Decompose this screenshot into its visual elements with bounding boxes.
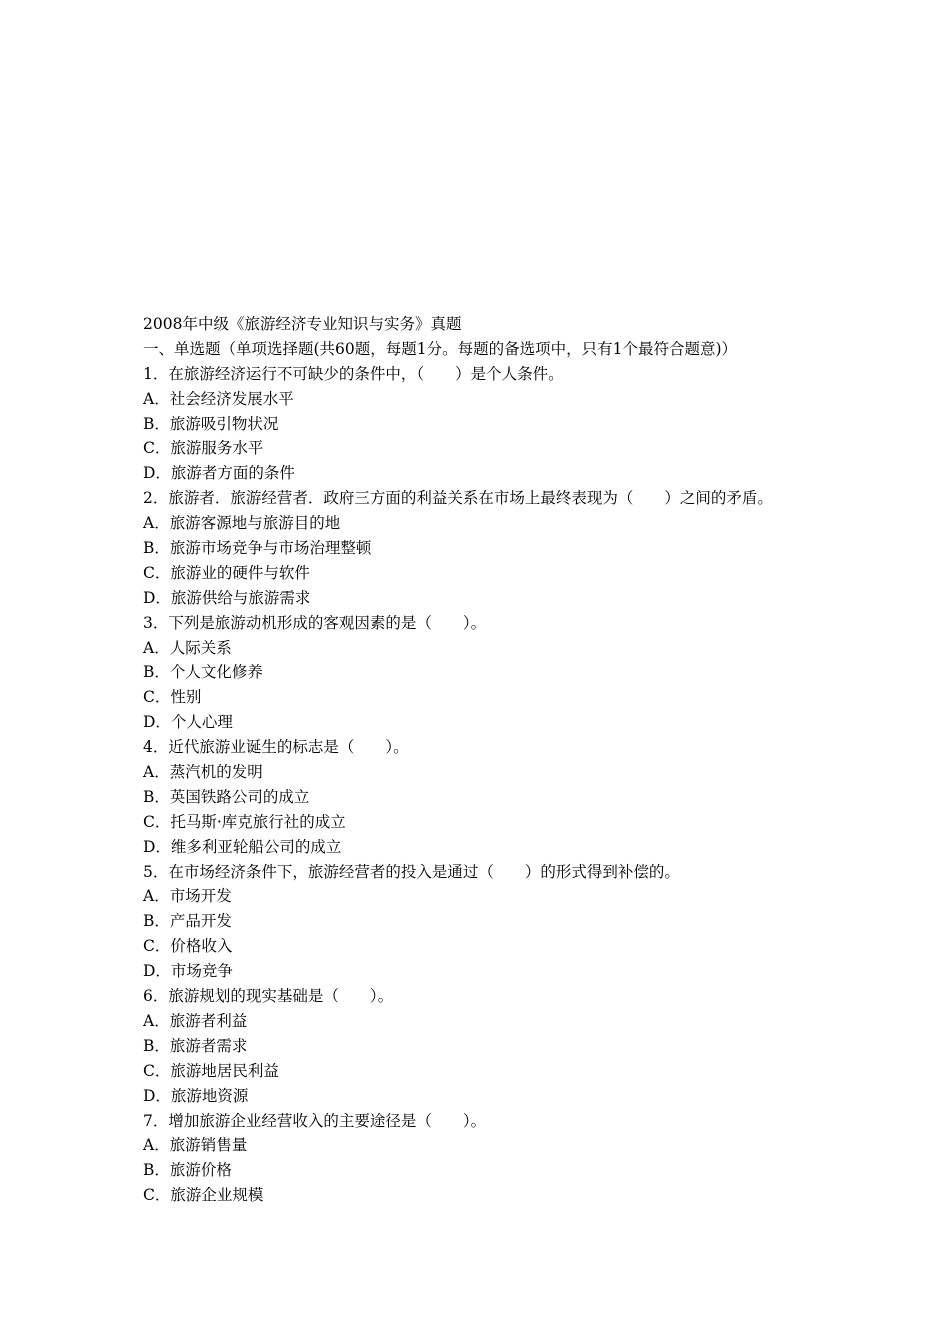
option-a: A．旅游销售量 [143, 1136, 248, 1155]
question-stem: 2．旅游者．旅游经营者．政府三方面的利益关系在市场上最终表现为（ ）之间的矛盾。 [143, 489, 773, 508]
option-d: D．旅游供给与旅游需求 [143, 588, 311, 607]
option-a: A．蒸汽机的发明 [143, 763, 263, 782]
option-b: B．旅游市场竞争与市场治理整顿 [143, 539, 372, 558]
question-stem: 7．增加旅游企业经营收入的主要途径是（ ）。 [143, 1111, 487, 1130]
option-c: C．旅游地居民利益 [143, 1061, 279, 1080]
question-5 [143, 860, 923, 984]
option-a: A．市场开发 [143, 887, 232, 906]
question-2 [143, 486, 923, 610]
option-c: C．托马斯·库克旅行社的成立 [143, 812, 346, 831]
question-stem: 4．近代旅游业诞生的标志是（ ）。 [143, 738, 409, 757]
option-b: B．旅游者需求 [143, 1036, 248, 1055]
question-7 [143, 1109, 923, 1209]
option-d: D．旅游地资源 [143, 1086, 249, 1105]
option-a: A．旅游者利益 [143, 1011, 248, 1030]
option-d: D．个人心理 [143, 713, 233, 732]
option-b: B．旅游吸引物状况 [143, 414, 279, 433]
option-c: C．旅游业的硬件与软件 [143, 563, 310, 582]
option-c: C．价格收入 [143, 937, 233, 956]
option-b: B．个人文化修养 [143, 663, 263, 682]
question-3 [143, 611, 923, 735]
option-c: C．旅游服务水平 [143, 439, 264, 458]
document-title: 2008年中级《旅游经济专业知识与实务》真题 [143, 315, 462, 333]
question-stem: 1．在旅游经济运行不可缺少的条件中，（ ）是个人条件。 [143, 364, 564, 383]
option-c: C．性别 [143, 688, 202, 707]
question-stem: 6．旅游规划的现实基础是（ ）。 [143, 987, 394, 1006]
option-b: B．旅游价格 [143, 1161, 232, 1180]
option-a: A．社会经济发展水平 [143, 389, 294, 408]
question-stem: 3．下列是旅游动机形成的客观因素的是（ ）。 [143, 613, 487, 632]
question-4 [143, 735, 923, 859]
option-c: C．旅游企业规模 [143, 1186, 264, 1205]
question-stem: 5．在市场经济条件下，旅游经营者的投入是通过（ ）的形式得到补偿的。 [143, 862, 680, 881]
option-b: B．英国铁路公司的成立 [143, 787, 310, 806]
option-b: B．产品开发 [143, 912, 232, 931]
question-6 [143, 984, 923, 1108]
question-1 [143, 362, 923, 486]
option-d: D．维多利亚轮船公司的成立 [143, 837, 342, 856]
section-heading: 一、单选题（单项选择题(共60题，每题1分。每题的备选项中，只有1个最符合题意)） [143, 339, 738, 358]
document-content [143, 312, 923, 1208]
option-d: D．市场竞争 [143, 962, 233, 981]
option-a: A．旅游客源地与旅游目的地 [143, 514, 341, 533]
option-a: A．人际关系 [143, 638, 232, 657]
option-d: D．旅游者方面的条件 [143, 464, 295, 483]
